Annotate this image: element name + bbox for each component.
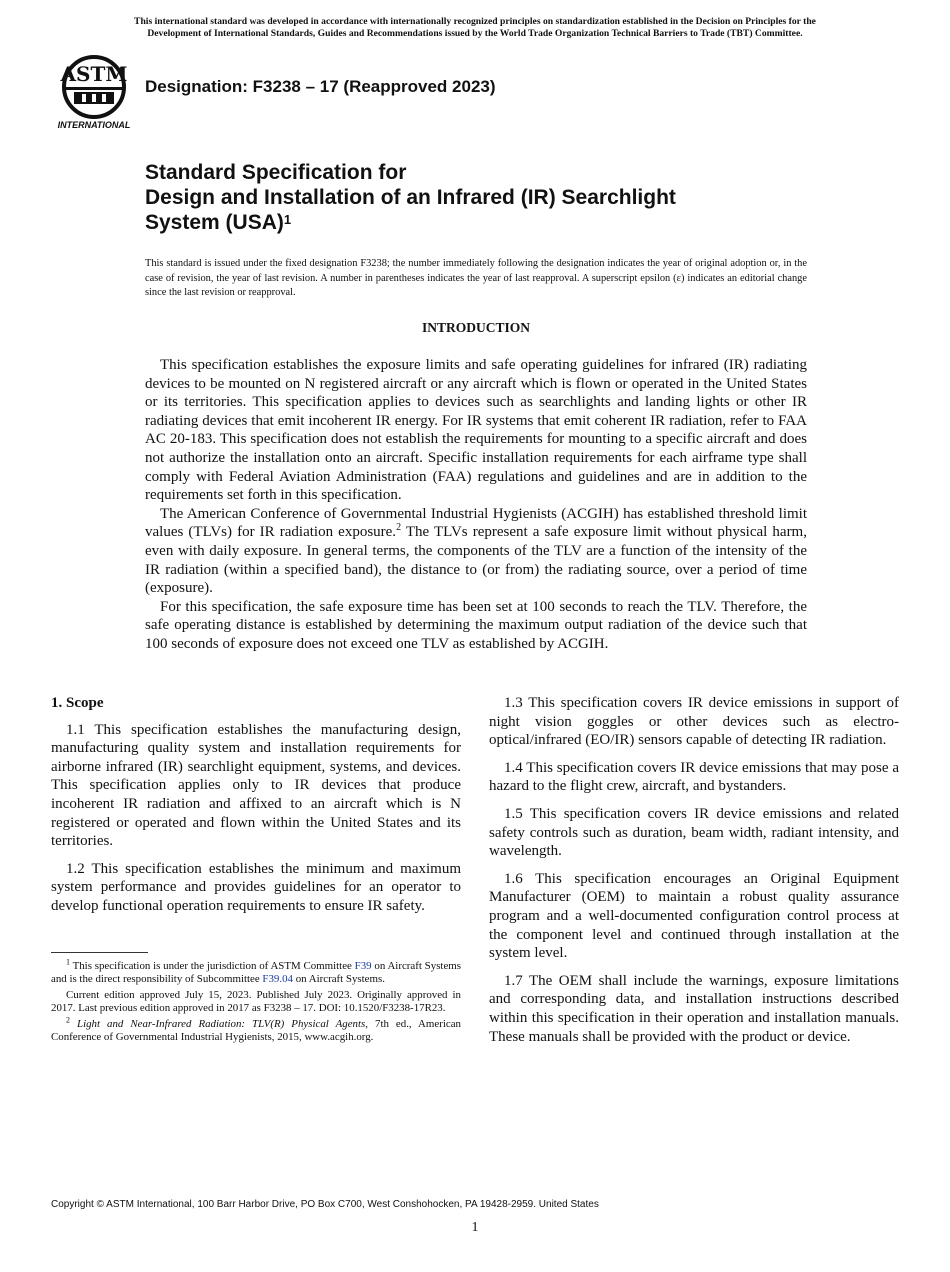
title-footnote-mark: 1 (283, 212, 292, 227)
logo-letters-top: ASTM (60, 62, 128, 86)
section-1-3: 1.3 This specification covers IR device emissions in support of night vision goggles or other devices such as electro-optical/infrared (EO/IR) sensors capable of detecting IR radiation. (489, 695, 899, 749)
left-column (51, 694, 461, 925)
section-1-1: 1.1 This specification establishes the manufacturing design, manufacturing quality system and installation requirements for airborne infrared (IR) searchlight equipment, systems, and devices. This specification applies only to IR devices that produce incoherent IR radiation and affixed to an aircraft which is N registered or operated and flown within the United States and its territories. (51, 721, 461, 850)
intro-paragraph-3: For this specification, the safe exposure time has been set at 100 seconds to reach the TLV. Therefore, the safe operating distance is established by determining the maximum output radiation of the device such that 100 seconds of exposure does not exceed one TLV as established by ACGIH. (145, 598, 807, 652)
footnote-2-title: Light and Near-Infrared Radiation: TLV(R) Physical Agents (77, 1017, 366, 1030)
notice-line-1: This international standard was developed in accordance with internationally recognized principles on standardization established in the Decision on Principles for the (134, 16, 816, 27)
footnotes (51, 957, 461, 1046)
wto-notice (40, 16, 910, 40)
notice-line-2: Development of International Standards, Guides and Recommendations issued by the World Trade Organization Technical Barriers to Trade (TBT) Committee. (147, 28, 803, 39)
subcommittee-f39-04-link[interactable]: F39.04 (262, 973, 293, 986)
footnote-2-rest: , 7th ed., American Conference of Governmental Industrial Hygienists, 2015, www.acgih.org. (51, 1017, 461, 1044)
astm-logo (52, 54, 136, 132)
footnote-1 (51, 957, 461, 987)
designation: Designation: F3238 – 17 (Reapproved 2023) (145, 77, 496, 96)
intro-paragraph-2 (145, 505, 807, 598)
intro-p2-part-a: The American Conference of Governmental Industrial Hygienists (ACGIH) has established threshold limit values (TLVs) for IR radiation exposure. (145, 505, 807, 541)
section-1-7: 1.7 The OEM shall include the warnings, exposure limitations and corresponding data, and installation instructions described within this specification in their operation and installation manuals. These manuals shall be provided with the product or device. (489, 972, 899, 1045)
edition-note: Current edition approved July 15, 2023. Published July 2023. Originally approved in 2017. Last previous edition approved in 2017 as F3238 – 17. DOI: 10.1520/F3238-17R23. (51, 988, 461, 1015)
section-1-5: 1.5 This specification covers IR device emissions and related safety controls such as duration, beam width, radiant intensity, and wavelength. (489, 805, 899, 860)
title-line-3-text: System (USA) (145, 211, 284, 234)
section-1-2: 1.2 This specification establishes the minimum and maximum system performance and provides guidelines for an operator to develop functional operation requirements to ensure IR safety. (51, 860, 461, 914)
section-1-6: 1.6 This specification encourages an Original Equipment Manufacturer (OEM) to maintain a robust quality assurance program and a well-documented configuration control process at the component level and continued through installation at the system level. (489, 870, 899, 962)
footnote-2-mark: 2 (66, 1015, 70, 1024)
footnote-2 (51, 1015, 461, 1045)
footnote-1-text-a: This specification is under the jurisdiction of ASTM Committee (70, 960, 355, 972)
section-1-4: 1.4 This specification covers IR device emissions that may pose a hazard to the flight crew, aircraft, and bystanders. (489, 759, 899, 795)
title-line-3 (145, 210, 825, 235)
committee-f39-link[interactable]: F39 (354, 960, 372, 972)
intro-footnote-mark: 2 (396, 522, 402, 534)
standard-note: This standard is issued under the fixed designation F3238; the number immediately following the designation indicates the year of original adoption or, in the case of revision, the year of last revision. A number in parentheses indicates the year of last reapproval. A superscript epsilon (ε) indicates an editorial change since the last revision or reapproval. (145, 258, 807, 298)
intro-paragraph-1: This specification establishes the exposure limits and safe operating guidelines for infrared (IR) radiating devices to be mounted on N registered aircraft or any aircraft which is flown or operated in the United States or its territories. This specification applies to devices such as searchlights and landing lights or other IR radiating devices that emit incoherent IR energy. For IR systems that emit coherent IR radiation, refer to FAA AC 20-183. This specification does not establish the requirements for mounting to a specific aircraft and does not authorize the installation onto an aircraft. Specific installation requirements for each airframe type shall comply with Federal Aviation Administration (FAA) regulations and guidelines and are in addition to the requirements set forth in this specification. (145, 357, 807, 504)
introduction-body (145, 356, 807, 654)
introduction-heading: INTRODUCTION (421, 320, 530, 335)
footnote-1-text-c: on Aircraft Systems. (292, 973, 385, 986)
logo-wordmark: INTERNATIONAL (57, 120, 131, 130)
astm-logo-mark (52, 54, 136, 132)
title-line-1: Standard Specification for (145, 161, 407, 184)
footnote-1-text-b: on Aircraft Systems and is the direct responsibility of Subcommittee (51, 960, 461, 986)
page-number: 1 (471, 1220, 479, 1235)
copyright-line: Copyright © ASTM International, 100 Barr Harbor Drive, PO Box C700, West Conshohocken, PA 19428-2959. United States (51, 1199, 599, 1210)
scope-heading: 1. Scope (51, 695, 104, 711)
document-title (145, 160, 825, 235)
title-line-2: Design and Installation of an Infrared (IR) Searchlight (145, 186, 676, 209)
footnote-1-mark: 1 (66, 957, 70, 967)
right-column (489, 694, 899, 1055)
intro-p2-part-b: The TLVs represent a safe exposure limit without physical harm, even with daily exposure. In general terms, the components of the TLV are a function of the intensity of the IR radiation (within a specified band), the distance to (or from) the radiating source, over a period of time (exposure). (145, 524, 807, 597)
footnote-divider (51, 952, 148, 953)
